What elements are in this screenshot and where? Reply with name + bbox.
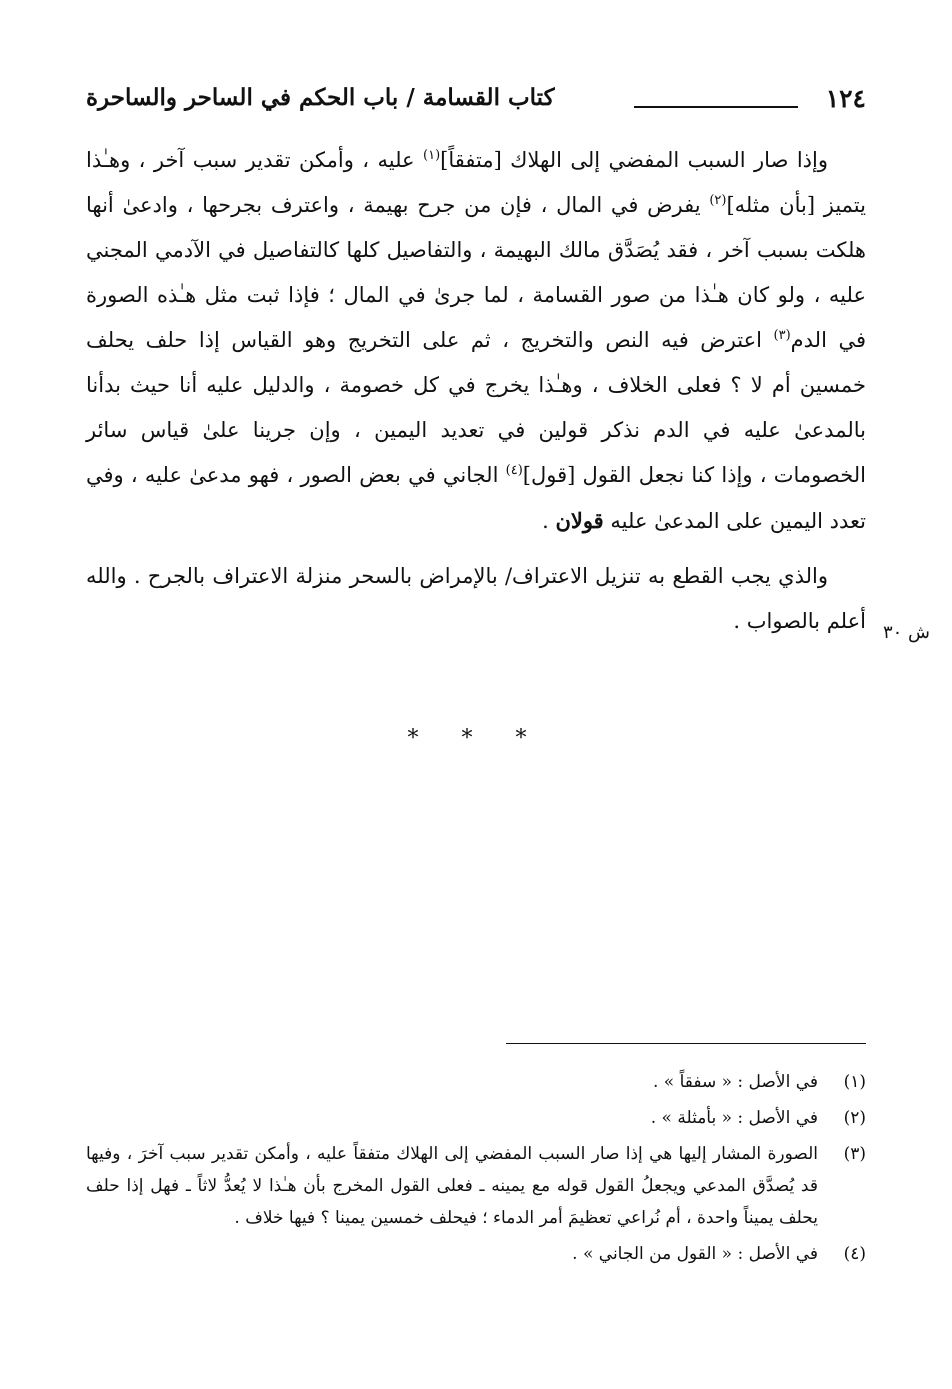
footnote-text: في الأصل : « سفقاً » . xyxy=(652,1072,818,1092)
footnote-marker-2: (٢) xyxy=(709,193,727,208)
bold-conclusion: قولان xyxy=(555,508,604,533)
page-number: ١٢٤ xyxy=(825,84,866,113)
paragraph-1 xyxy=(86,138,866,544)
footnote-text: في الأصل : « القول من الجاني » . xyxy=(572,1244,818,1264)
footnote-item xyxy=(86,1138,866,1234)
paragraph-1-segment: يفرض في المال ، فإن من جرح بهيمة ، واعترف بجرحها ، وادعىٰ أنها هلكت بسبب آخر ، فقد يُصَدَّق مالك البهيمة ، والتفاصيل كلها كالتفاصيل في الآدمي المجني عليه ، ولو كان هـٰذا من صور القسامة ، لما جرىٰ في المال ؛ فإذا ثبت مثل هـٰذه الصورة في الدم xyxy=(86,193,866,352)
footnote-text: الصورة المشار إليها هي إذا صار السبب المفضي إلى الهلاك متفقاً عليه ، وأمكن تقدير سبب آخرَ ، وفيها قد يُصدَّق المدعي ويجعلُ القول قوله مع يمينه ـ فعلى القول المخرج بأن هـٰذا لا يُعدُّ لاثاً ـ فهل إذا حلف يحلف يميناً واحدة ، أم نُراعي تعظيمَ أمر الدماء ؛ فيحلف خمسين يمينا ؟ فيها خلاف . xyxy=(86,1144,818,1228)
footnote-marker-1: (١) xyxy=(423,148,441,163)
paragraph-1-segment: اعترض فيه النص والتخريج ، ثم على التخريج وهو القياس إذا حلف يحلف خمسين أم لا ؟ فعلى الخلاف ، وهـٰذا يخرج في كل خصومة ، والدليل عليه أنا حيث بدأنا بالمدعىٰ عليه في الدم نذكر قولين في تعديد اليمين ، وإن جرينا علىٰ قياس سائر الخصومات ، وإذا كنا نجعل القول [قول] xyxy=(86,328,867,487)
footnote-marker-4: (٤) xyxy=(505,463,523,478)
footnote-marker-3: (٣) xyxy=(773,328,791,343)
footnote-item xyxy=(86,1102,866,1134)
margin-manuscript-note: ش ٣٠ xyxy=(882,622,930,643)
footnotes xyxy=(86,1066,866,1274)
footnote-number: (١) xyxy=(843,1072,866,1092)
paragraph-2: والذي يجب القطع به تنزيل الاعتراف/ بالإمراض بالسحر منزلة الاعتراف بالجرح . والله أعلم بالصواب . xyxy=(86,564,866,633)
footnote-number: (٢) xyxy=(843,1108,866,1128)
main-text xyxy=(86,138,866,644)
footnote-number: (٤) xyxy=(843,1244,866,1264)
footnote-item xyxy=(86,1066,866,1098)
header-rule xyxy=(634,106,798,108)
paragraph-1-segment: الجاني في بعض الصور ، فهو مدعىٰ عليه ، وفي تعدد اليمين على المدعىٰ عليه xyxy=(86,463,866,533)
footnote-text: في الأصل : « بأمثلة » . xyxy=(650,1108,818,1128)
running-header xyxy=(86,80,866,124)
footnote-number: (٣) xyxy=(843,1144,866,1164)
paragraph-1-segment: وإذا صار السبب المفضي إلى الهلاك [متفقاً] xyxy=(440,148,828,172)
footnote-item xyxy=(86,1238,866,1270)
section-separator: * * * xyxy=(407,726,545,751)
paragraph-1-segment: عليه ، وأمكن تقدير سبب آخر ، وهـٰذا يتميز [بأن مثله] xyxy=(86,148,866,217)
chapter-title: كتاب القسامة / باب الحكم في الساحر والساحرة xyxy=(86,84,555,111)
paragraph-1-end: . xyxy=(542,509,556,533)
footnote-rule xyxy=(506,1043,866,1044)
